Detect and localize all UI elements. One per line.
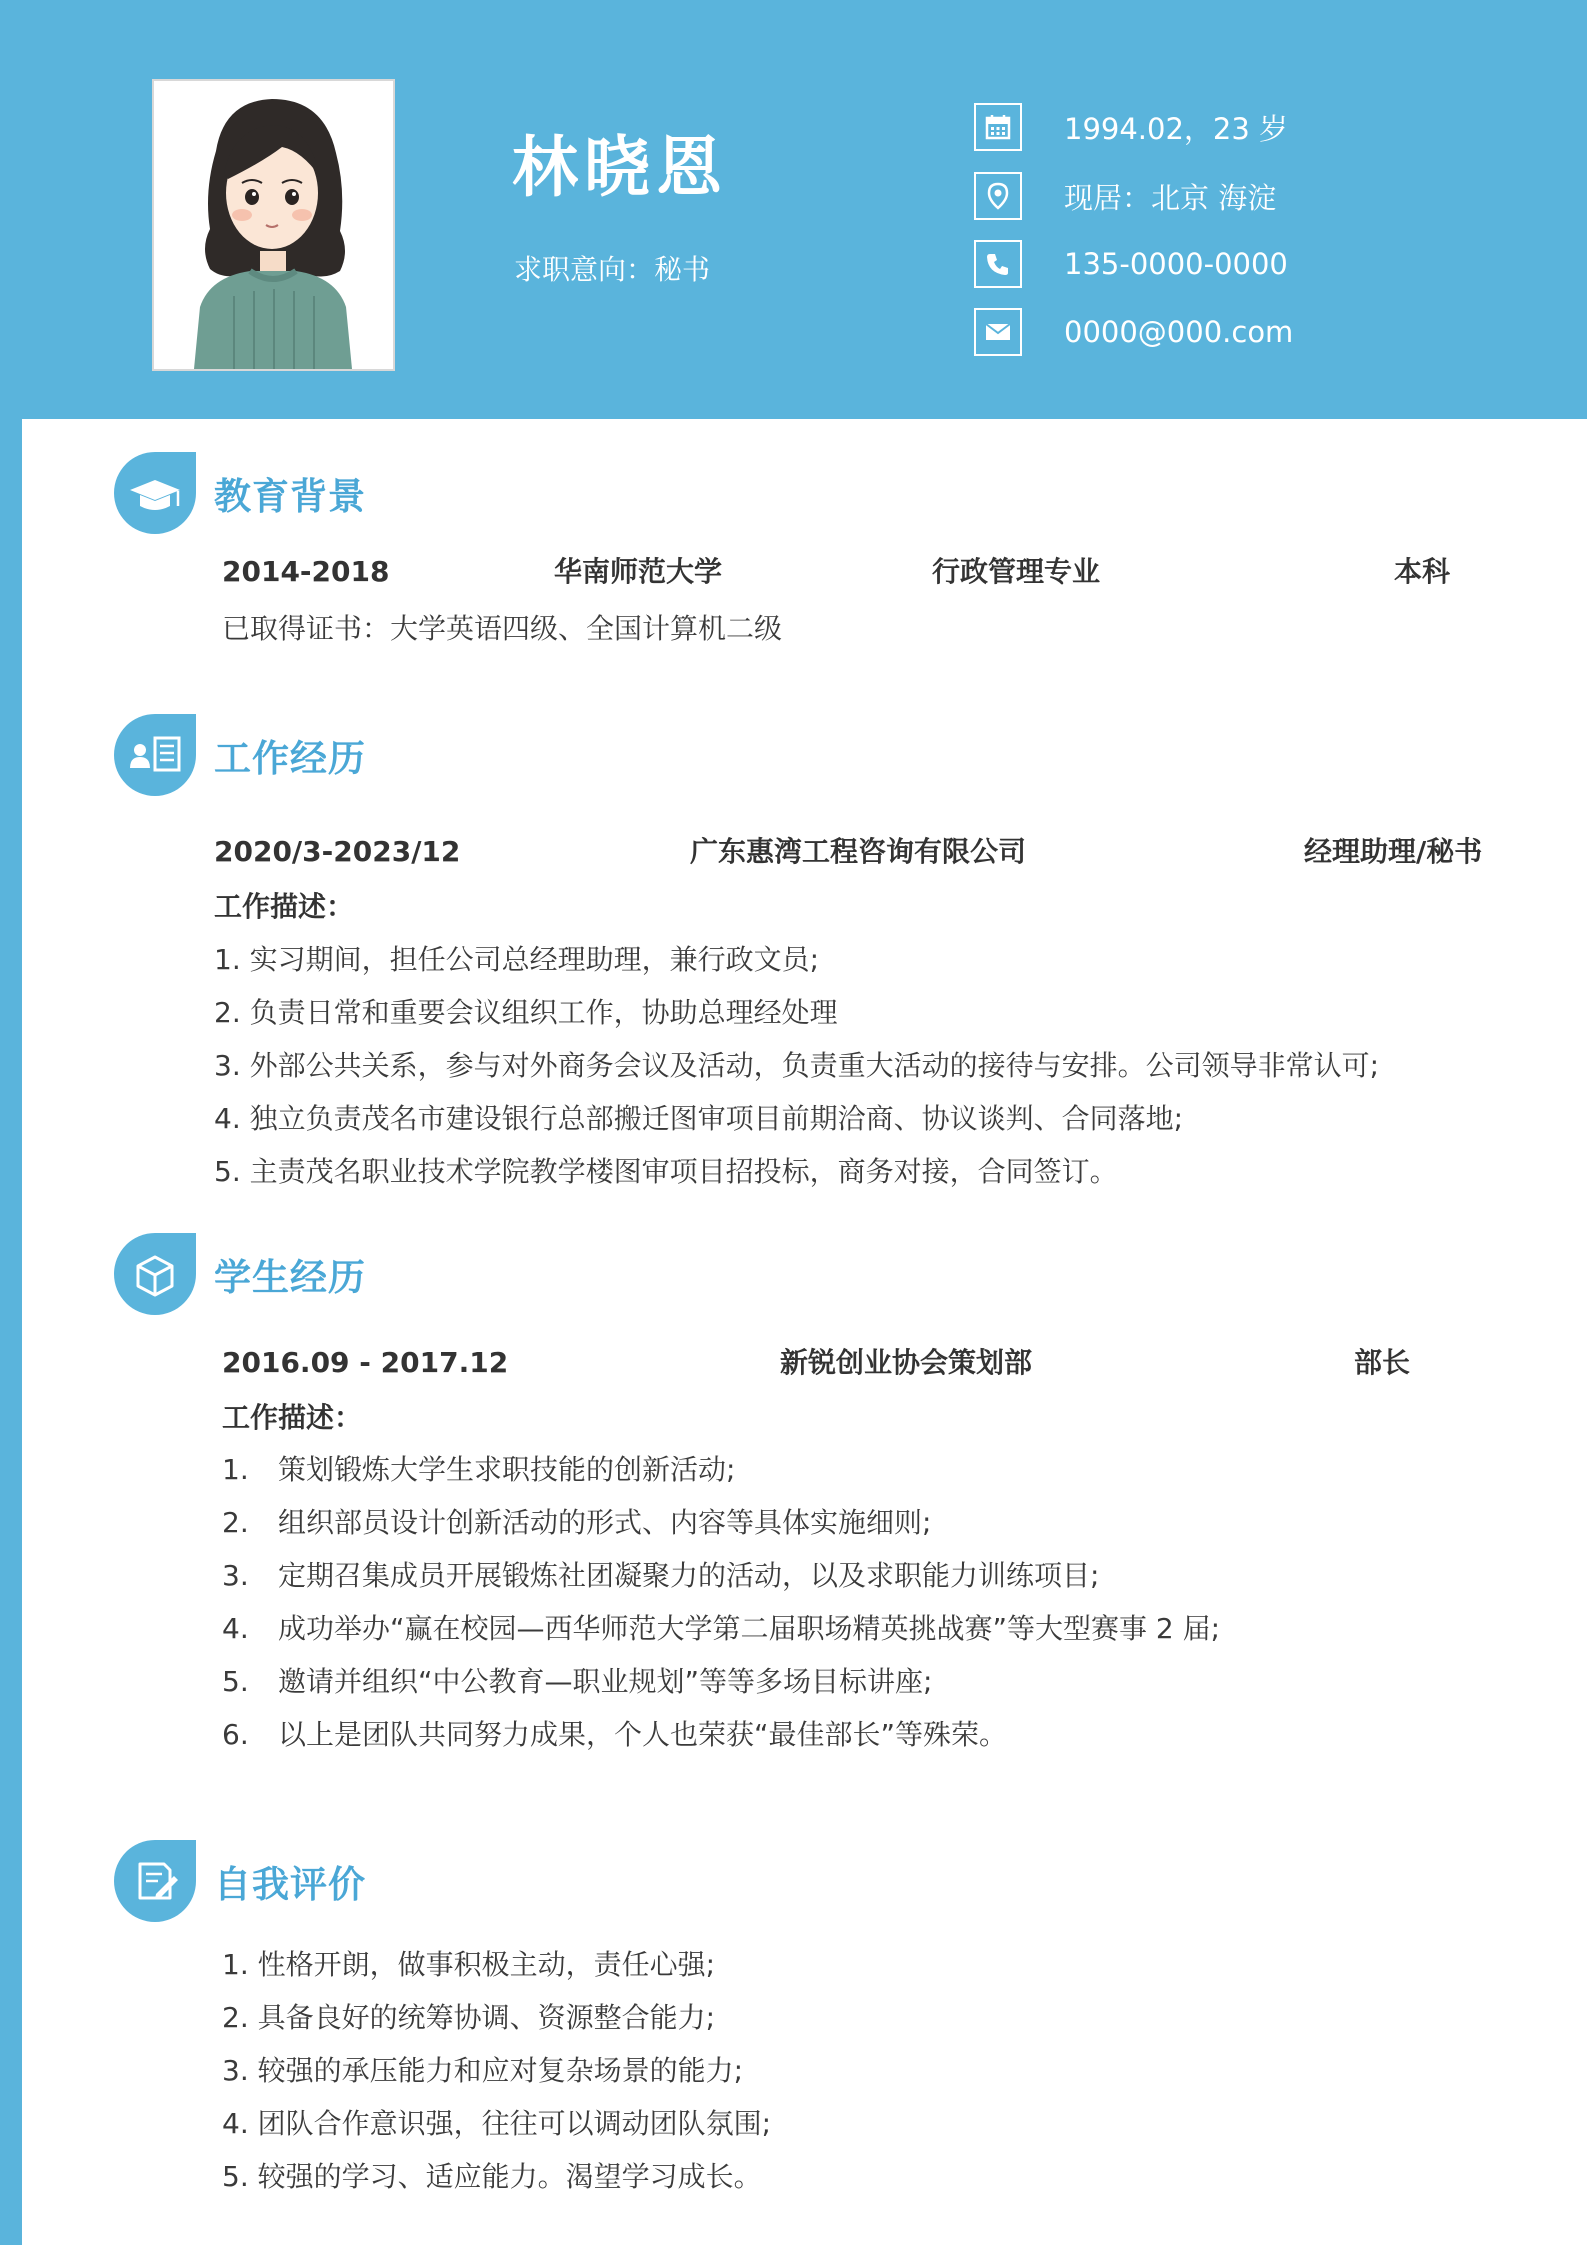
location-pin-icon	[974, 172, 1022, 220]
work-item: 3. 外部公共关系，参与对外商务会议及活动，负责重大活动的接待与安排。公司领导非常认可;	[214, 1049, 1380, 1082]
work-company: 广东惠湾工程咨询有限公司	[690, 835, 1027, 868]
edit-document-icon	[112, 1838, 198, 1924]
work-item: 4. 独立负责茂名市建设银行总部搬迁图审项目前期洽商、协议谈判、合同落地;	[214, 1102, 1184, 1135]
birth-text: 1994.02，23 岁	[1064, 111, 1289, 146]
contact-birth	[974, 103, 1288, 151]
section-title-education: 教育背景	[214, 475, 366, 518]
section-title-student: 学生经历	[214, 1256, 366, 1299]
location-text: 现居：北京 海淀	[1064, 180, 1277, 215]
contact-location	[974, 172, 1276, 220]
job-intent: 求职意向：秘书	[514, 253, 711, 286]
work-desc-label: 工作描述：	[214, 890, 355, 923]
self-item: 2. 具备良好的统筹协调、资源整合能力;	[222, 2001, 716, 2034]
edu-school: 华南师范大学	[554, 555, 723, 588]
cube-icon	[112, 1231, 198, 1317]
edu-major: 行政管理专业	[932, 555, 1101, 588]
section-work-header	[112, 710, 366, 800]
edu-certificates: 已取得证书：大学英语四级、全国计算机二级	[222, 612, 783, 645]
student-role: 部长	[1354, 1346, 1411, 1379]
work-period: 2020/3-2023/12	[214, 835, 461, 868]
mail-icon	[974, 308, 1022, 356]
student-item: 2. 组织部员设计创新活动的形式、内容等具体实施细则;	[222, 1506, 932, 1539]
edu-period: 2014-2018	[222, 555, 390, 588]
student-period: 2016.09 - 2017.12	[222, 1346, 509, 1379]
work-item: 2. 负责日常和重要会议组织工作，协助总理经处理	[214, 996, 838, 1029]
section-education-header	[112, 448, 366, 538]
graduation-cap-icon	[112, 450, 198, 536]
contact-email	[974, 308, 1293, 356]
phone-icon	[974, 240, 1022, 288]
work-item: 1. 实习期间，担任公司总经理助理，兼行政文员;	[214, 943, 820, 976]
section-title-work: 工作经历	[214, 737, 366, 780]
student-item: 4. 成功举办“赢在校园—西华师范大学第二届职场精英挑战赛”等大型赛事 2 届;	[222, 1612, 1221, 1645]
email-text: 0000@000.com	[1064, 315, 1294, 349]
phone-text: 135-0000-0000	[1064, 247, 1288, 281]
contact-phone	[974, 240, 1288, 288]
edu-degree: 本科	[1394, 555, 1451, 588]
student-org: 新锐创业协会策划部	[780, 1346, 1033, 1379]
resume-header	[0, 0, 1587, 419]
self-item: 4. 团队合作意识强，往往可以调动团队氛围;	[222, 2107, 772, 2140]
section-student-header	[112, 1229, 366, 1319]
student-item: 5. 邀请并组织“中公教育—职业规划”等等多场目标讲座;	[222, 1665, 933, 1698]
avatar	[152, 79, 395, 371]
work-position: 经理助理/秘书	[1304, 835, 1483, 868]
section-self-header	[112, 1836, 366, 1926]
resume-card-icon	[112, 712, 198, 798]
student-item: 1. 策划锻炼大学生求职技能的创新活动;	[222, 1453, 736, 1486]
self-item: 1. 性格开朗，做事积极主动，责任心强;	[222, 1948, 716, 1981]
student-item: 3. 定期召集成员开展锻炼社团凝聚力的活动，以及求职能力训练项目;	[222, 1559, 1100, 1592]
calendar-icon	[974, 103, 1022, 151]
student-desc-label: 工作描述：	[222, 1401, 363, 1434]
self-item: 5. 较强的学习、适应能力。渴望学习成长。	[222, 2160, 762, 2193]
candidate-name: 林晓恩	[512, 129, 728, 206]
self-item: 3. 较强的承压能力和应对复杂场景的能力;	[222, 2054, 744, 2087]
student-item: 6. 以上是团队共同努力成果，个人也荣获“最佳部长”等殊荣。	[222, 1718, 1008, 1751]
section-title-self: 自我评价	[214, 1863, 366, 1906]
work-item: 5. 主责茂名职业技术学院教学楼图审项目招投标，商务对接，合同签订。	[214, 1155, 1118, 1188]
